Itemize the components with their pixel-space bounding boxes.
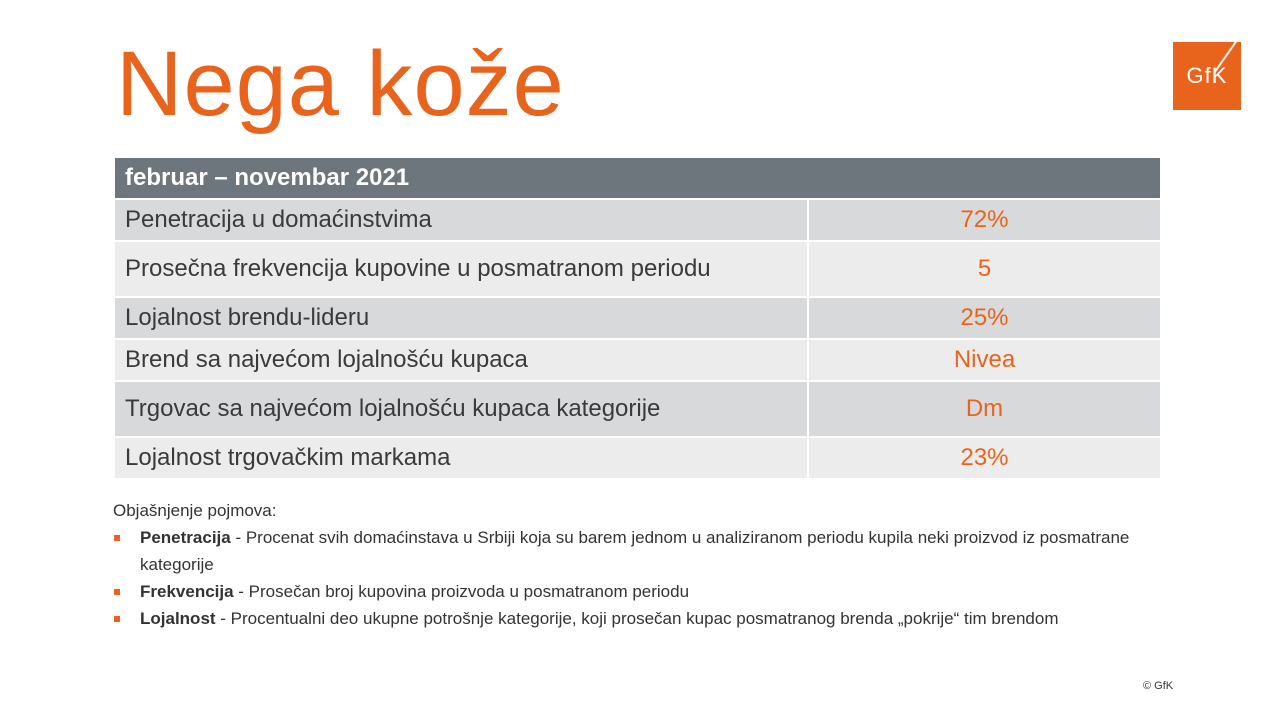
square-bullet-icon xyxy=(114,535,120,541)
row-label: Trgovac sa najvećom lojalnošću kupaca kategorije xyxy=(114,381,808,437)
square-bullet-icon xyxy=(114,616,120,622)
row-value: 25% xyxy=(808,297,1161,339)
row-label: Brend sa najvećom lojalnošću kupaca xyxy=(114,339,808,381)
row-value: 72% xyxy=(808,199,1161,241)
definition-term: Lojalnost xyxy=(140,609,216,628)
definition-text: - Procentualni deo ukupne potrošnje kategorije, koji prosečan kupac posmatranog brenda „pokrije“ tim brendom xyxy=(215,609,1059,628)
table-row xyxy=(114,297,1161,339)
row-value: 23% xyxy=(808,437,1161,479)
definition-item xyxy=(113,524,1173,578)
row-label: Lojalnost trgovačkim markama xyxy=(114,437,808,479)
table-row xyxy=(114,381,1161,437)
table-row xyxy=(114,339,1161,381)
summary-table xyxy=(113,156,1162,480)
table-header-row xyxy=(114,157,1161,199)
row-value: Dm xyxy=(808,381,1161,437)
page-title: Nega kože xyxy=(116,33,565,135)
definitions-section xyxy=(113,497,1173,632)
row-value: Nivea xyxy=(808,339,1161,381)
table-row xyxy=(114,241,1161,297)
row-value: 5 xyxy=(808,241,1161,297)
definition-text: - Procenat svih domaćinstava u Srbiji koja su barem jednom u analiziranom periodu kupila neki proizvod iz posmatrane kategorije xyxy=(140,528,1130,574)
table-row xyxy=(114,199,1161,241)
definition-item xyxy=(113,605,1173,632)
definition-text: - Prosečan broj kupovina proizvoda u posmatranom periodu xyxy=(233,582,690,601)
row-label: Lojalnost brendu-lideru xyxy=(114,297,808,339)
definitions-heading: Objašnjenje pojmova: xyxy=(113,501,277,520)
logo-text: GfK xyxy=(1186,63,1228,88)
table-row xyxy=(114,437,1161,479)
gfk-logo xyxy=(1173,42,1241,110)
row-label: Prosečna frekvencija kupovine u posmatranom periodu xyxy=(114,241,808,297)
row-label: Penetracija u domaćinstvima xyxy=(114,199,808,241)
square-bullet-icon xyxy=(114,589,120,595)
copyright-footer: © GfK xyxy=(1143,680,1174,692)
definition-term: Penetracija xyxy=(140,528,231,547)
definitions-list xyxy=(113,524,1173,632)
definition-term: Frekvencija xyxy=(140,582,234,601)
definition-item xyxy=(113,578,1173,605)
table-header: februar – novembar 2021 xyxy=(114,157,1161,199)
